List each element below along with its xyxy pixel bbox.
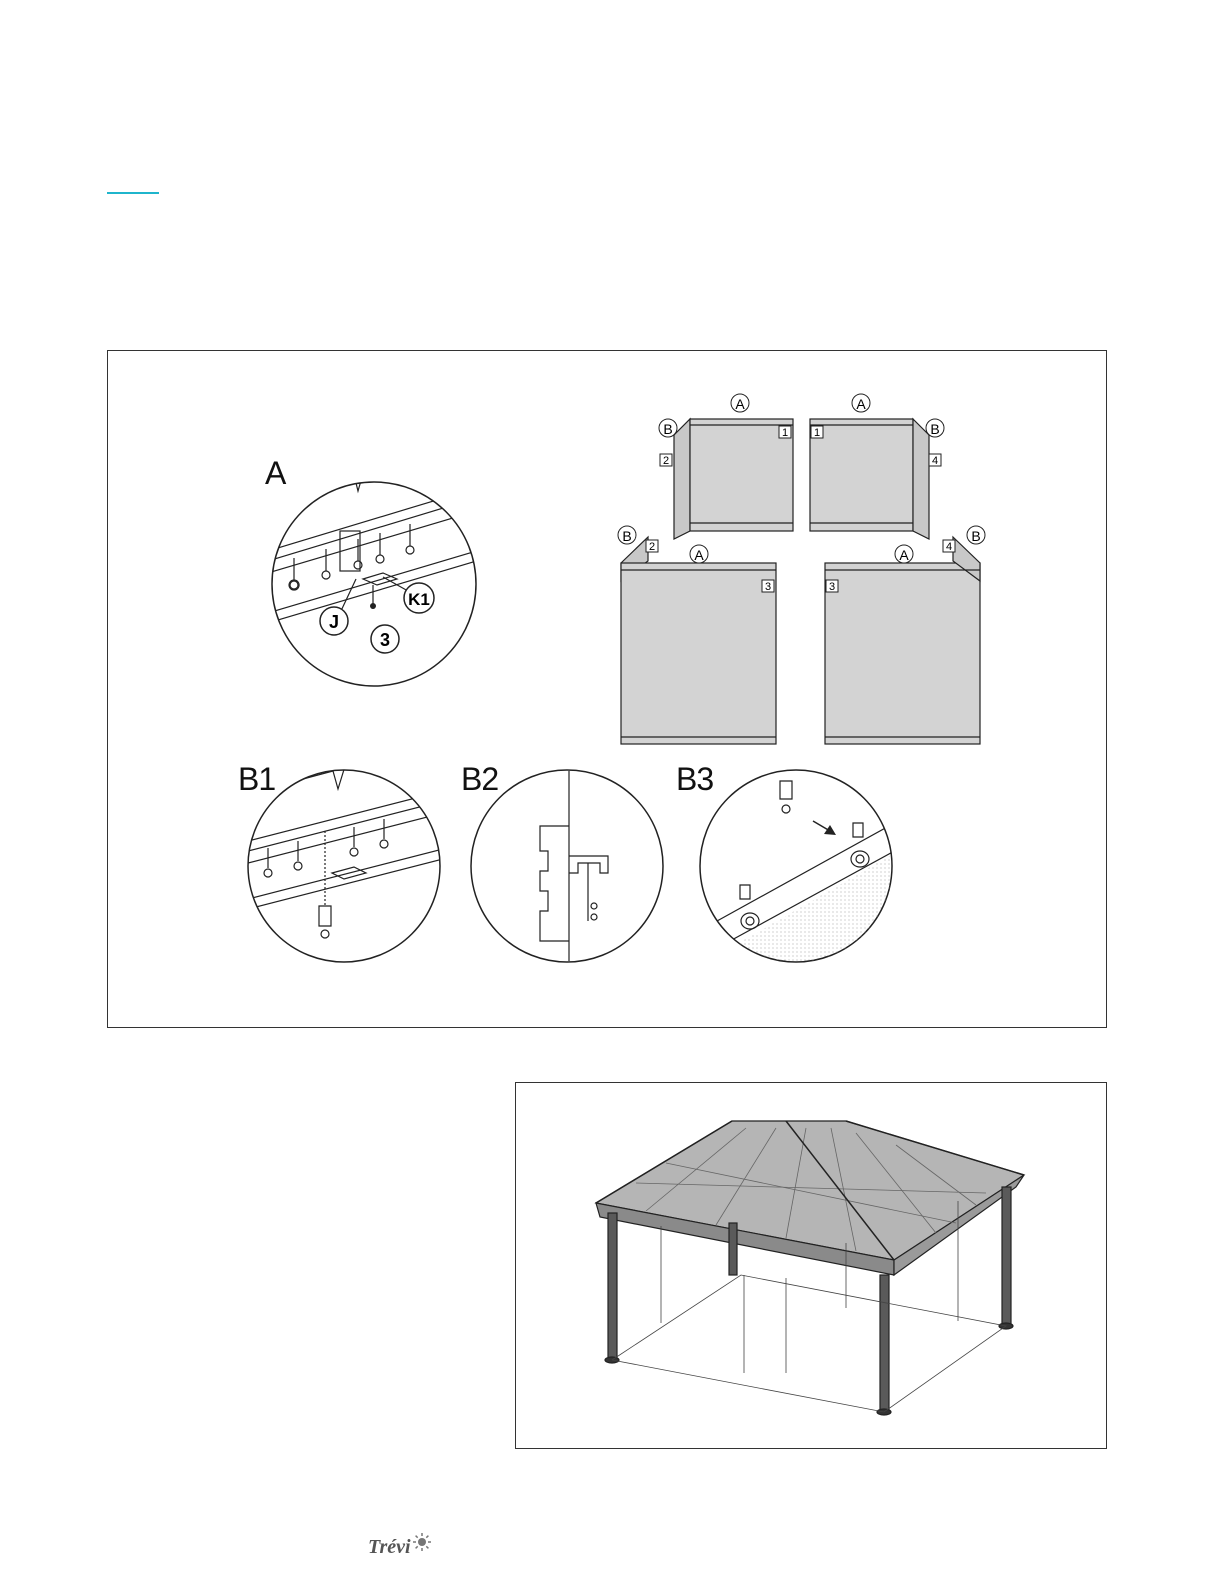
panel-number-4 bbox=[929, 454, 941, 467]
gazebo-post bbox=[608, 1213, 617, 1359]
curtain-installation-figure bbox=[107, 350, 1107, 1028]
svg-text:1: 1 bbox=[813, 427, 821, 439]
detail-label-a: A bbox=[265, 455, 286, 491]
panel-number-3 bbox=[826, 580, 838, 593]
edge-label-a bbox=[690, 545, 708, 563]
edge-label-b bbox=[659, 419, 677, 437]
svg-text:1: 1 bbox=[781, 427, 789, 439]
gazebo-roof bbox=[596, 1121, 1024, 1260]
trevi-logo bbox=[368, 1536, 432, 1559]
accent-rule bbox=[107, 192, 159, 194]
svg-text:2: 2 bbox=[662, 455, 670, 467]
detail-b3-circle bbox=[700, 770, 898, 971]
gazebo-drawing bbox=[516, 1083, 1106, 1448]
panel-number-2 bbox=[646, 540, 658, 553]
callout-j bbox=[320, 607, 348, 635]
detail-b2-circle bbox=[471, 770, 663, 962]
svg-text:A: A bbox=[694, 547, 704, 563]
svg-text:3: 3 bbox=[764, 581, 772, 593]
svg-text:B: B bbox=[930, 421, 940, 437]
callout-3-text: 3 bbox=[379, 630, 391, 650]
svg-text:A: A bbox=[856, 396, 866, 412]
detail-label-b1: B1 bbox=[238, 761, 276, 797]
svg-text:4: 4 bbox=[945, 541, 953, 553]
svg-text:3: 3 bbox=[828, 581, 836, 593]
svg-text:A: A bbox=[735, 396, 745, 412]
svg-text:A: A bbox=[899, 547, 909, 563]
edge-label-a bbox=[852, 394, 870, 412]
callout-3 bbox=[371, 625, 399, 653]
edge-label-b bbox=[926, 419, 944, 437]
curtain-panels bbox=[621, 419, 980, 744]
panel-number-1 bbox=[811, 426, 823, 439]
logo-text: Trévi bbox=[368, 1536, 411, 1558]
callout-k1-text: K1 bbox=[408, 590, 430, 609]
svg-text:B: B bbox=[971, 528, 981, 544]
installation-drawing bbox=[108, 351, 1106, 1027]
sun-icon bbox=[412, 1532, 432, 1552]
svg-text:B: B bbox=[622, 528, 632, 544]
panel-number-4 bbox=[943, 540, 955, 553]
edge-label-a bbox=[895, 545, 913, 563]
gazebo-post bbox=[729, 1223, 737, 1275]
edge-label-a bbox=[731, 394, 749, 412]
panel-number-1 bbox=[779, 426, 791, 439]
svg-text:B: B bbox=[663, 421, 673, 437]
gazebo-post bbox=[880, 1275, 889, 1411]
detail-b1-circle bbox=[248, 741, 443, 962]
edge-label-b bbox=[967, 526, 985, 544]
gazebo-post bbox=[1002, 1187, 1011, 1325]
panel-number-3 bbox=[762, 580, 774, 593]
detail-label-b3: B3 bbox=[676, 761, 714, 797]
callout-k1 bbox=[404, 583, 434, 613]
callout-j-text: J bbox=[328, 612, 340, 632]
assembled-gazebo-figure bbox=[515, 1082, 1107, 1449]
detail-label-b2: B2 bbox=[461, 761, 499, 797]
edge-label-b bbox=[618, 526, 636, 544]
svg-text:2: 2 bbox=[648, 541, 656, 553]
panel-number-2 bbox=[660, 454, 672, 467]
svg-text:4: 4 bbox=[931, 455, 939, 467]
